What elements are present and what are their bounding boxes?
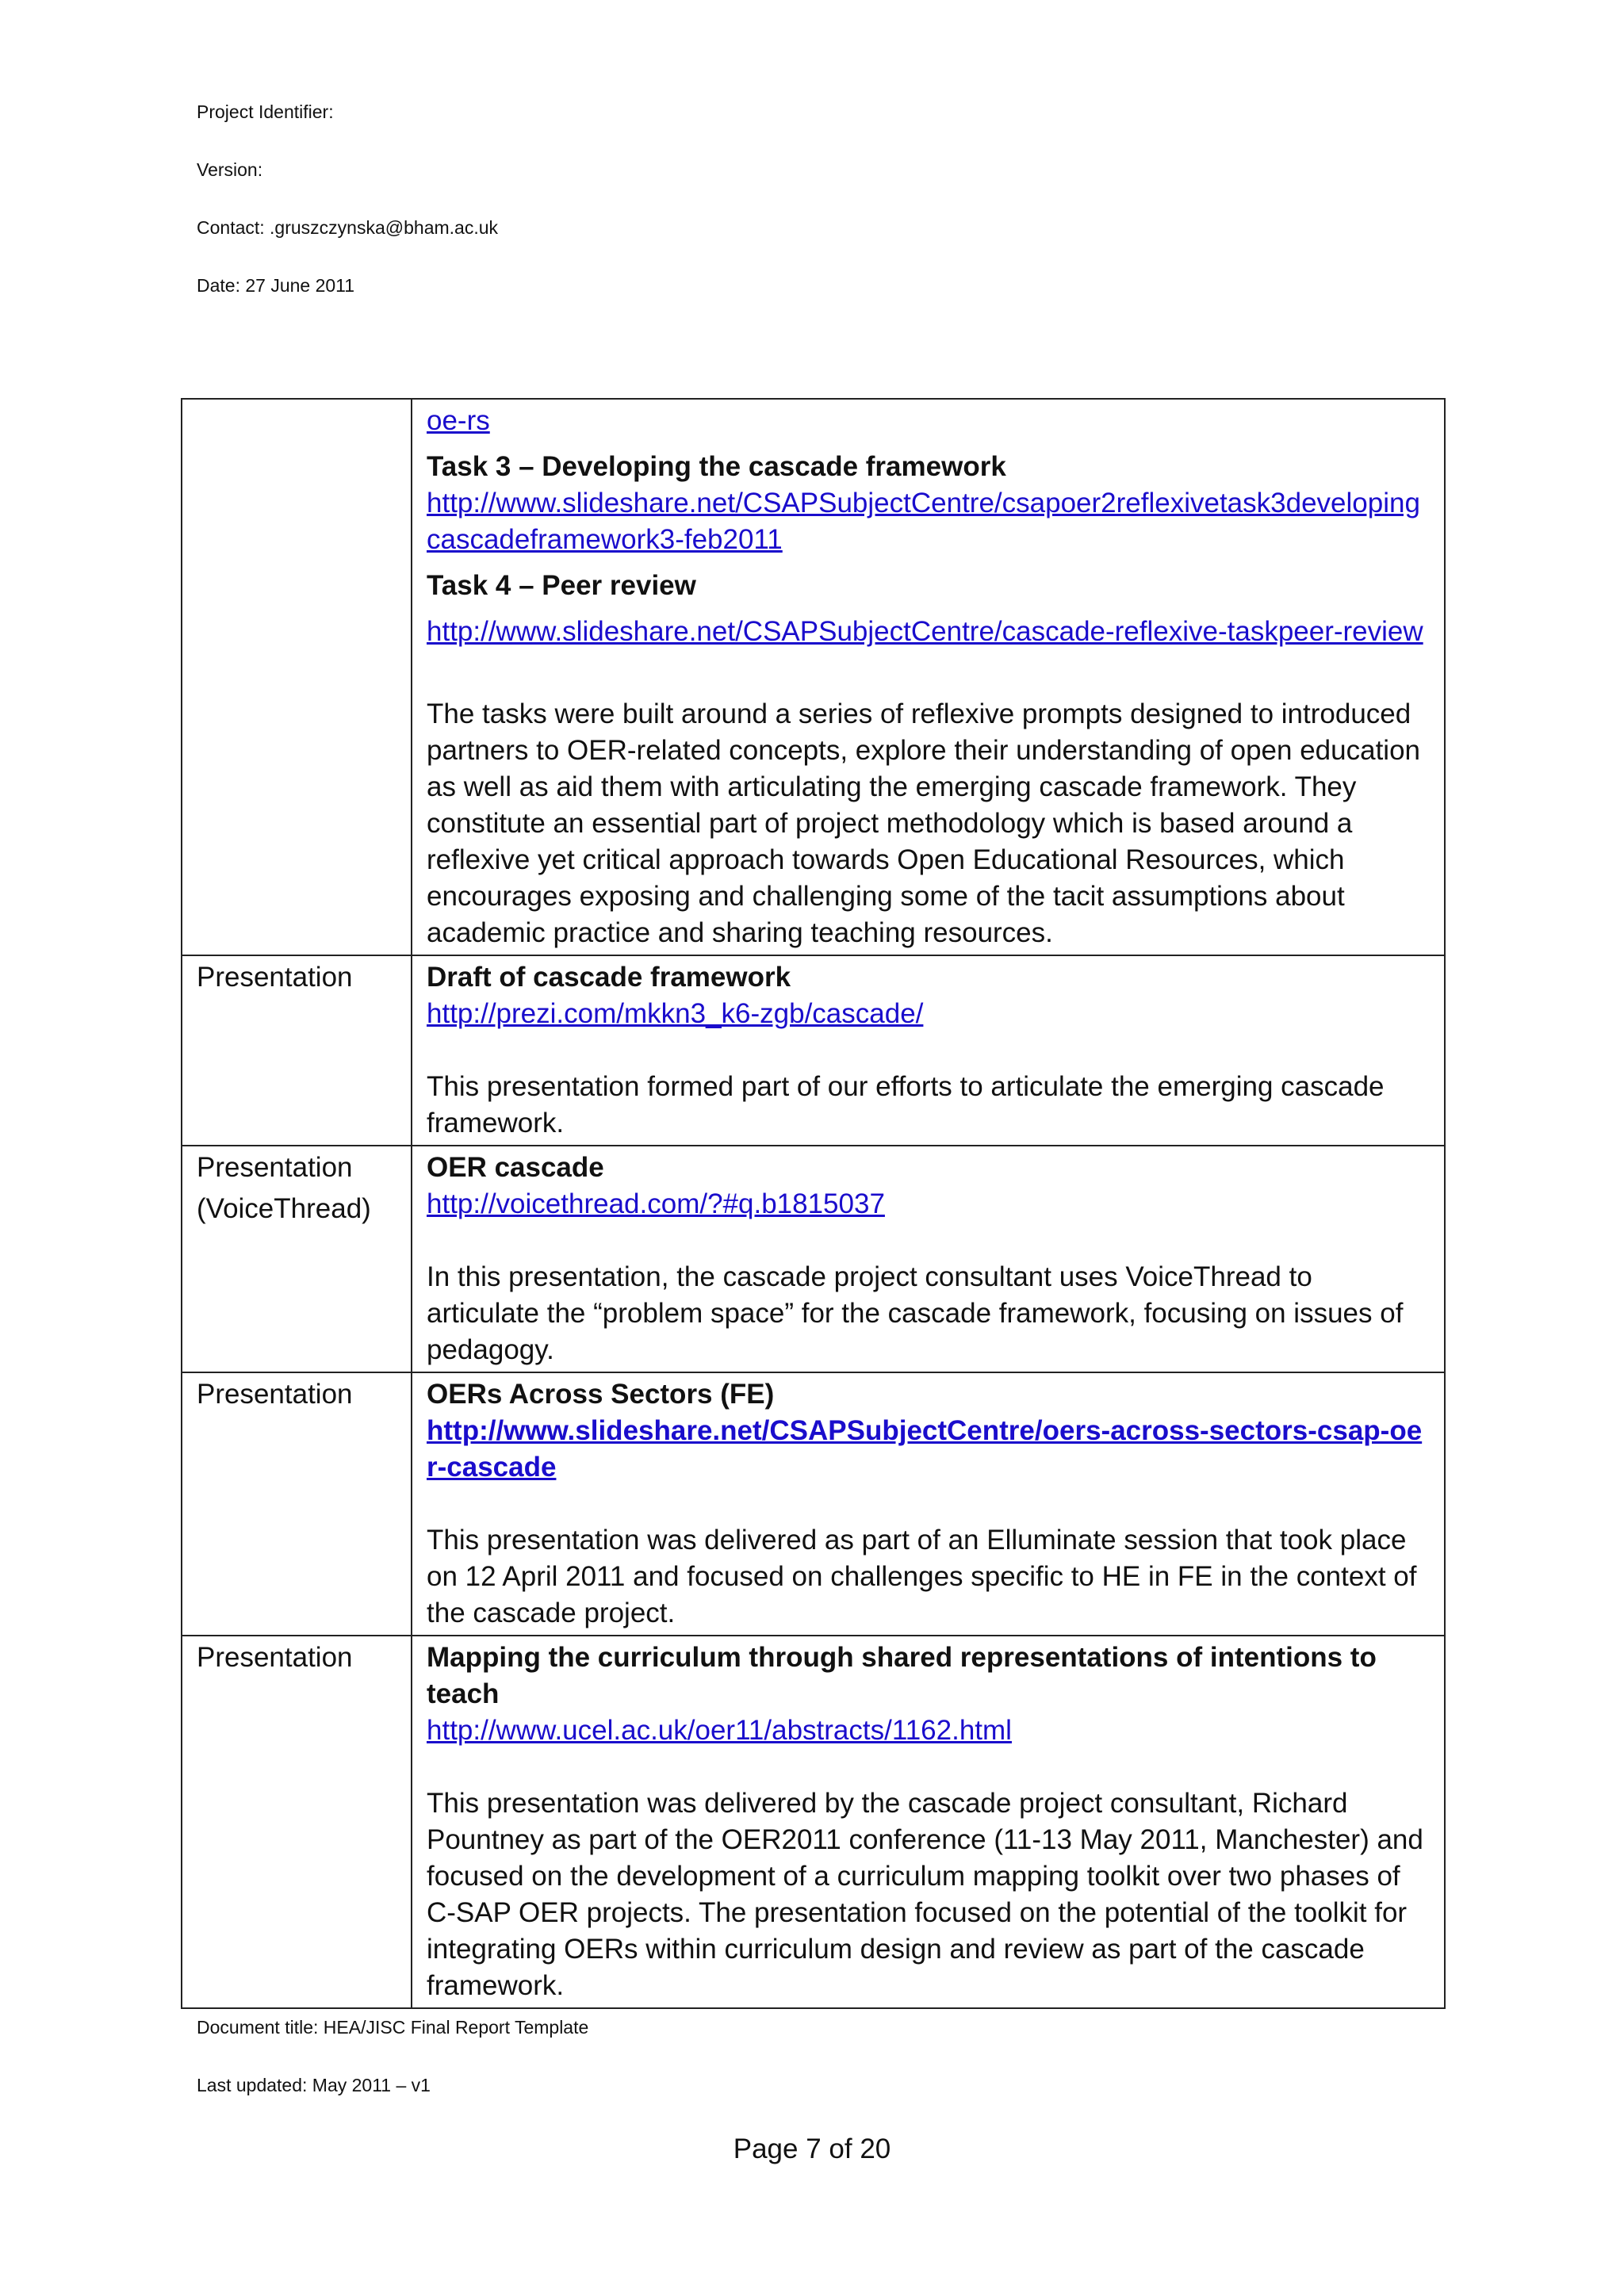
row-type-line2: (VoiceThread) (197, 1193, 371, 1224)
row-content-cell (412, 1146, 1445, 1372)
row-title: Draft of cascade framework (427, 962, 791, 993)
row-type-cell: Presentation (182, 1636, 412, 2008)
task4-link[interactable]: http://www.slideshare.net/CSAPSubjectCentre/cascade-reflexive-taskpeer-review (427, 616, 1423, 647)
row-description: This presentation was delivered as part of an Elluminate session that took place on 12 April 2011 and focused on challenges specific to HE in FE in the context of the cascade project. (427, 1525, 1417, 1628)
row-content-cell (412, 1636, 1445, 2008)
document-title: Document title: HEA/JISC Final Report Template (197, 2017, 589, 2038)
row-link[interactable]: http://prezi.com/mkkn3_k6-zgb/cascade/ (427, 998, 924, 1029)
row-type-cell: Presentation (182, 955, 412, 1146)
row-link[interactable]: http://www.slideshare.net/CSAPSubjectCentre/oers-across-sectors-csap-oer-cascade (427, 1415, 1423, 1483)
row-link[interactable]: http://voicethread.com/?#q.b1815037 (427, 1188, 885, 1219)
row-content-cell (412, 955, 1445, 1146)
row-title: OER cascade (427, 1152, 604, 1183)
task4-title: Task 4 – Peer review (427, 570, 696, 601)
date: Date: 27 June 2011 (197, 275, 355, 296)
table-row (182, 1636, 1445, 2008)
task3-link[interactable]: http://www.slideshare.net/CSAPSubjectCentre/csapoer2reflexivetask3developingcascadeframework3-feb2011 (427, 488, 1420, 555)
row-type-cell (182, 399, 412, 955)
row-type-cell (182, 1146, 412, 1372)
row-title: Mapping the curriculum through shared representations of intentions to teach (427, 1642, 1377, 1709)
row-description: In this presentation, the cascade project consultant uses VoiceThread to articulate the “problem space” for the cascade framework, focusing on issues of pedagogy. (427, 1261, 1404, 1365)
row-type-cell: Presentation (182, 1372, 412, 1636)
version: Version: (197, 159, 263, 180)
contact: Contact: .gruszczynska@bham.ac.uk (197, 217, 499, 238)
table-row (182, 955, 1445, 1146)
task3-title: Task 3 – Developing the cascade framework (427, 451, 1006, 482)
row-description: The tasks were built around a series of reflexive prompts designed to introduced partners to OER-related concepts, explore their understanding of open education as well as aid them with articulating the emerging cascade framework. They constitute an essential part of project methodology which is based around a reflexive yet critical approach towards Open Educational Resources, which encourages exposing and challenging some of the tacit assumptions about academic practice and sharing teaching resources. (427, 698, 1420, 948)
outputs-table (181, 398, 1446, 2009)
table-row (182, 399, 1445, 955)
page-number: Page 7 of 20 (733, 2133, 891, 2164)
project-identifier: Project Identifier: (197, 101, 334, 122)
row-description: This presentation formed part of our efforts to articulate the emerging cascade framework. (427, 1071, 1385, 1138)
row-content-cell (412, 399, 1445, 955)
row-content-cell (412, 1372, 1445, 1636)
row-description: This presentation was delivered by the cascade project consultant, Richard Pountney as part of the OER2011 conference (11-13 May 2011, Manchester) and focused on the development of a curriculum mapping toolkit over two phases of C-SAP OER projects. The presentation focused on the potential of the toolkit for integrating OERs within curriculum design and review as part of the cascade framework. (427, 1788, 1423, 2001)
last-updated: Last updated: May 2011 – v1 (197, 2075, 431, 2095)
row-title: OERs Across Sectors (FE) (427, 1379, 775, 1410)
row-link[interactable]: http://www.ucel.ac.uk/oer11/abstracts/1162.html (427, 1715, 1012, 1746)
row-type-line1: Presentation (197, 1152, 353, 1183)
link-oe-rs[interactable]: oe-rs (427, 405, 490, 436)
table-row (182, 1372, 1445, 1636)
table-row (182, 1146, 1445, 1372)
